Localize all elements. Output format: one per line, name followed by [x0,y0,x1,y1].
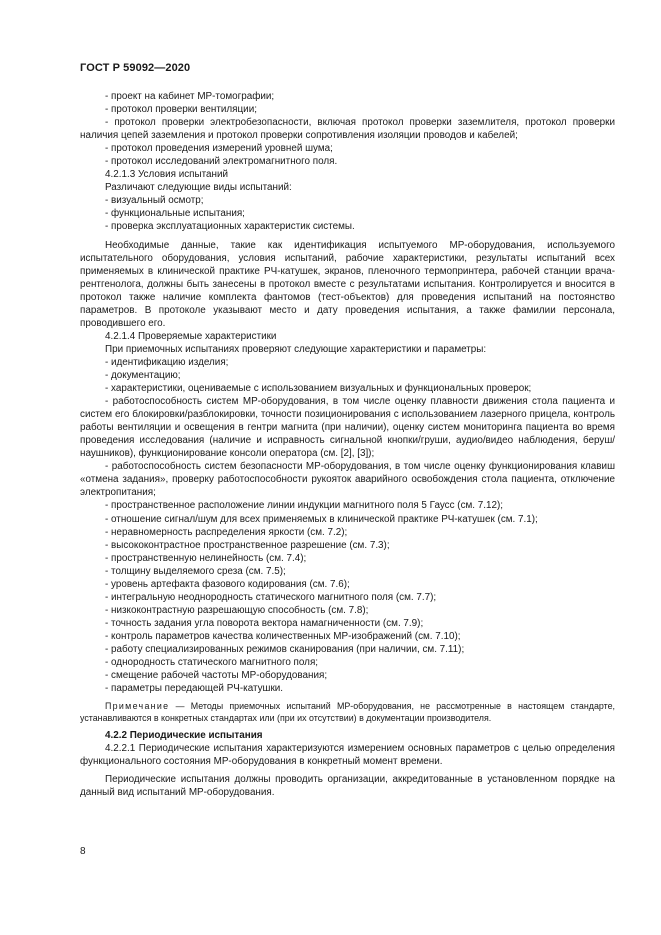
list-item: - протокол исследований электромагнитного поля. [105,156,338,168]
paragraph: Периодические испытания должны проводить организации, аккредитованные в установленном порядке на данный вид испытаний МР-оборудования. [80,774,615,799]
list-item: - проверка эксплуатационных характеристик системы. [105,221,355,233]
list-item: - идентификацию изделия; [105,356,229,368]
note [80,700,615,724]
list-item: - низкоконтрастную разрешающую способность (см. 7.8); [105,604,369,616]
list-item: - проект на кабинет МР-томографии; [105,91,275,102]
paragraph: Различают следующие виды испытаний: [105,182,292,194]
section-heading: 4.2.2 Периодические испытания [105,730,263,742]
list-item: - пространственное расположение линии индукции магнитного поля 5 Гаусс (см. 7.12); [105,500,504,512]
list-item: - визуальный осмотр; [105,195,204,207]
paragraph: Необходимые данные, такие как идентификация испытуемого МР-оборудования, используемого испытательного оборудования, условия испытаний, рабочие характеристики, результаты испытаний всех применяемых в клинической практике РЧ-катушек, экранов, пленочного термопринтера, рабочей станции врача-рентгенолога, должны быть занесены в протокол вместе с результатами испытания. Контролируется и вносится в протокол также наличие комплекта фантомов (тест-объектов) для проведения испытаний на постоянство параметров. В протоколе указывают место и дату проведения испытания, а также фамилии персонала, проводившего его. [80,239,615,329]
list-item: - работоспособность систем безопасности МР-оборудования, в том числе оценку функционирования клавиш «отмена задания», проверку работоспособности рукояток аварийного освобождения стола пациента, отключение электропитания; [80,461,615,499]
list-item: - смещение рабочей частоты МР-оборудования; [105,670,328,682]
list-item: - пространственную нелинейность (см. 7.4); [105,552,307,564]
list-item: - параметры передающей РЧ-катушки. [105,683,284,695]
list-item: - контроль параметров качества количественных МР-изображений (см. 7.10); [105,630,461,642]
list-item: - толщину выделяемого среза (см. 7.5); [105,565,286,577]
list-item: - работу специализированных режимов сканирования (при наличии, см. 7.11); [105,643,465,655]
list-item: - работоспособность систем МР-оборудования, в том числе оценку плавности движения стола пациента и систем его блокировки/разблокировки, точности позиционирования с использованием лазерного прицела, контроль работы вентиляции и освещения в гентри магнита (при наличии), оценку систем мониторинга пациента во время проведения исследования (наличие и исправность сигнальной кнопки/груши, аудио/видео наблюдения, беруш/наушников), функционирование консоли оператора (см. [2], [3]); [80,396,615,460]
list-item: - протокол проверки электробезопасности, включая протокол проверки заземлителя, протокол проверки наличия цепей заземления и протокол проверки сопротивления изоляции проводов и кабелей; [80,117,615,142]
list-item: - однородность статического магнитного поля; [105,657,319,669]
list-item: - высококонтрастное пространственное разрешение (см. 7.3); [105,539,390,551]
list-item: - функциональные испытания; [105,208,245,220]
list-item: - неравномерность распределения яркости (см. 7.2); [105,526,348,538]
list-item: - точность задания угла поворота вектора намагниченности (см. 7.9); [105,617,424,629]
paragraph: При приемочных испытаниях проверяют следующие характеристики и параметры: [105,343,487,355]
note-text: — Методы приемочных испытаний МР-оборудования, не рассмотренные в настоящем стандарте, устанавливаются в конкретных стандартах или (при их отсутствии) в документации производителя. [80,701,615,724]
paragraph: 4.2.2.1 Периодические испытания характеризуются измерением основных параметров с целью определения функционального состояния МР-оборудования в конкретный момент времени. [80,743,615,768]
list-item: - уровень артефакта фазового кодирования (см. 7.6); [105,578,350,590]
page-number: 8 [80,846,86,857]
list-item: - интегральную неоднородность статического магнитного поля (см. 7.7); [105,591,437,603]
list-item: - отношение сигнал/шум для всех применяемых в клинической практике РЧ-катушек (см. 7.1); [105,513,538,525]
list-item: - протокол проверки вентиляции; [105,104,257,116]
subsection-heading: 4.2.1.3 Условия испытаний [105,169,228,181]
body-text [80,90,615,799]
note-label: Примечание [105,701,170,712]
list-item: - характеристики, оцениваемые с использованием визуальных и функциональных проверок; [105,383,532,395]
standard-designation: ГОСТ Р 59092—2020 [80,62,191,74]
list-item: - протокол проведения измерений уровней шума; [105,143,333,155]
subsection-heading: 4.2.1.4 Проверяемые характеристики [105,330,277,342]
list-item: - документацию; [105,369,181,381]
